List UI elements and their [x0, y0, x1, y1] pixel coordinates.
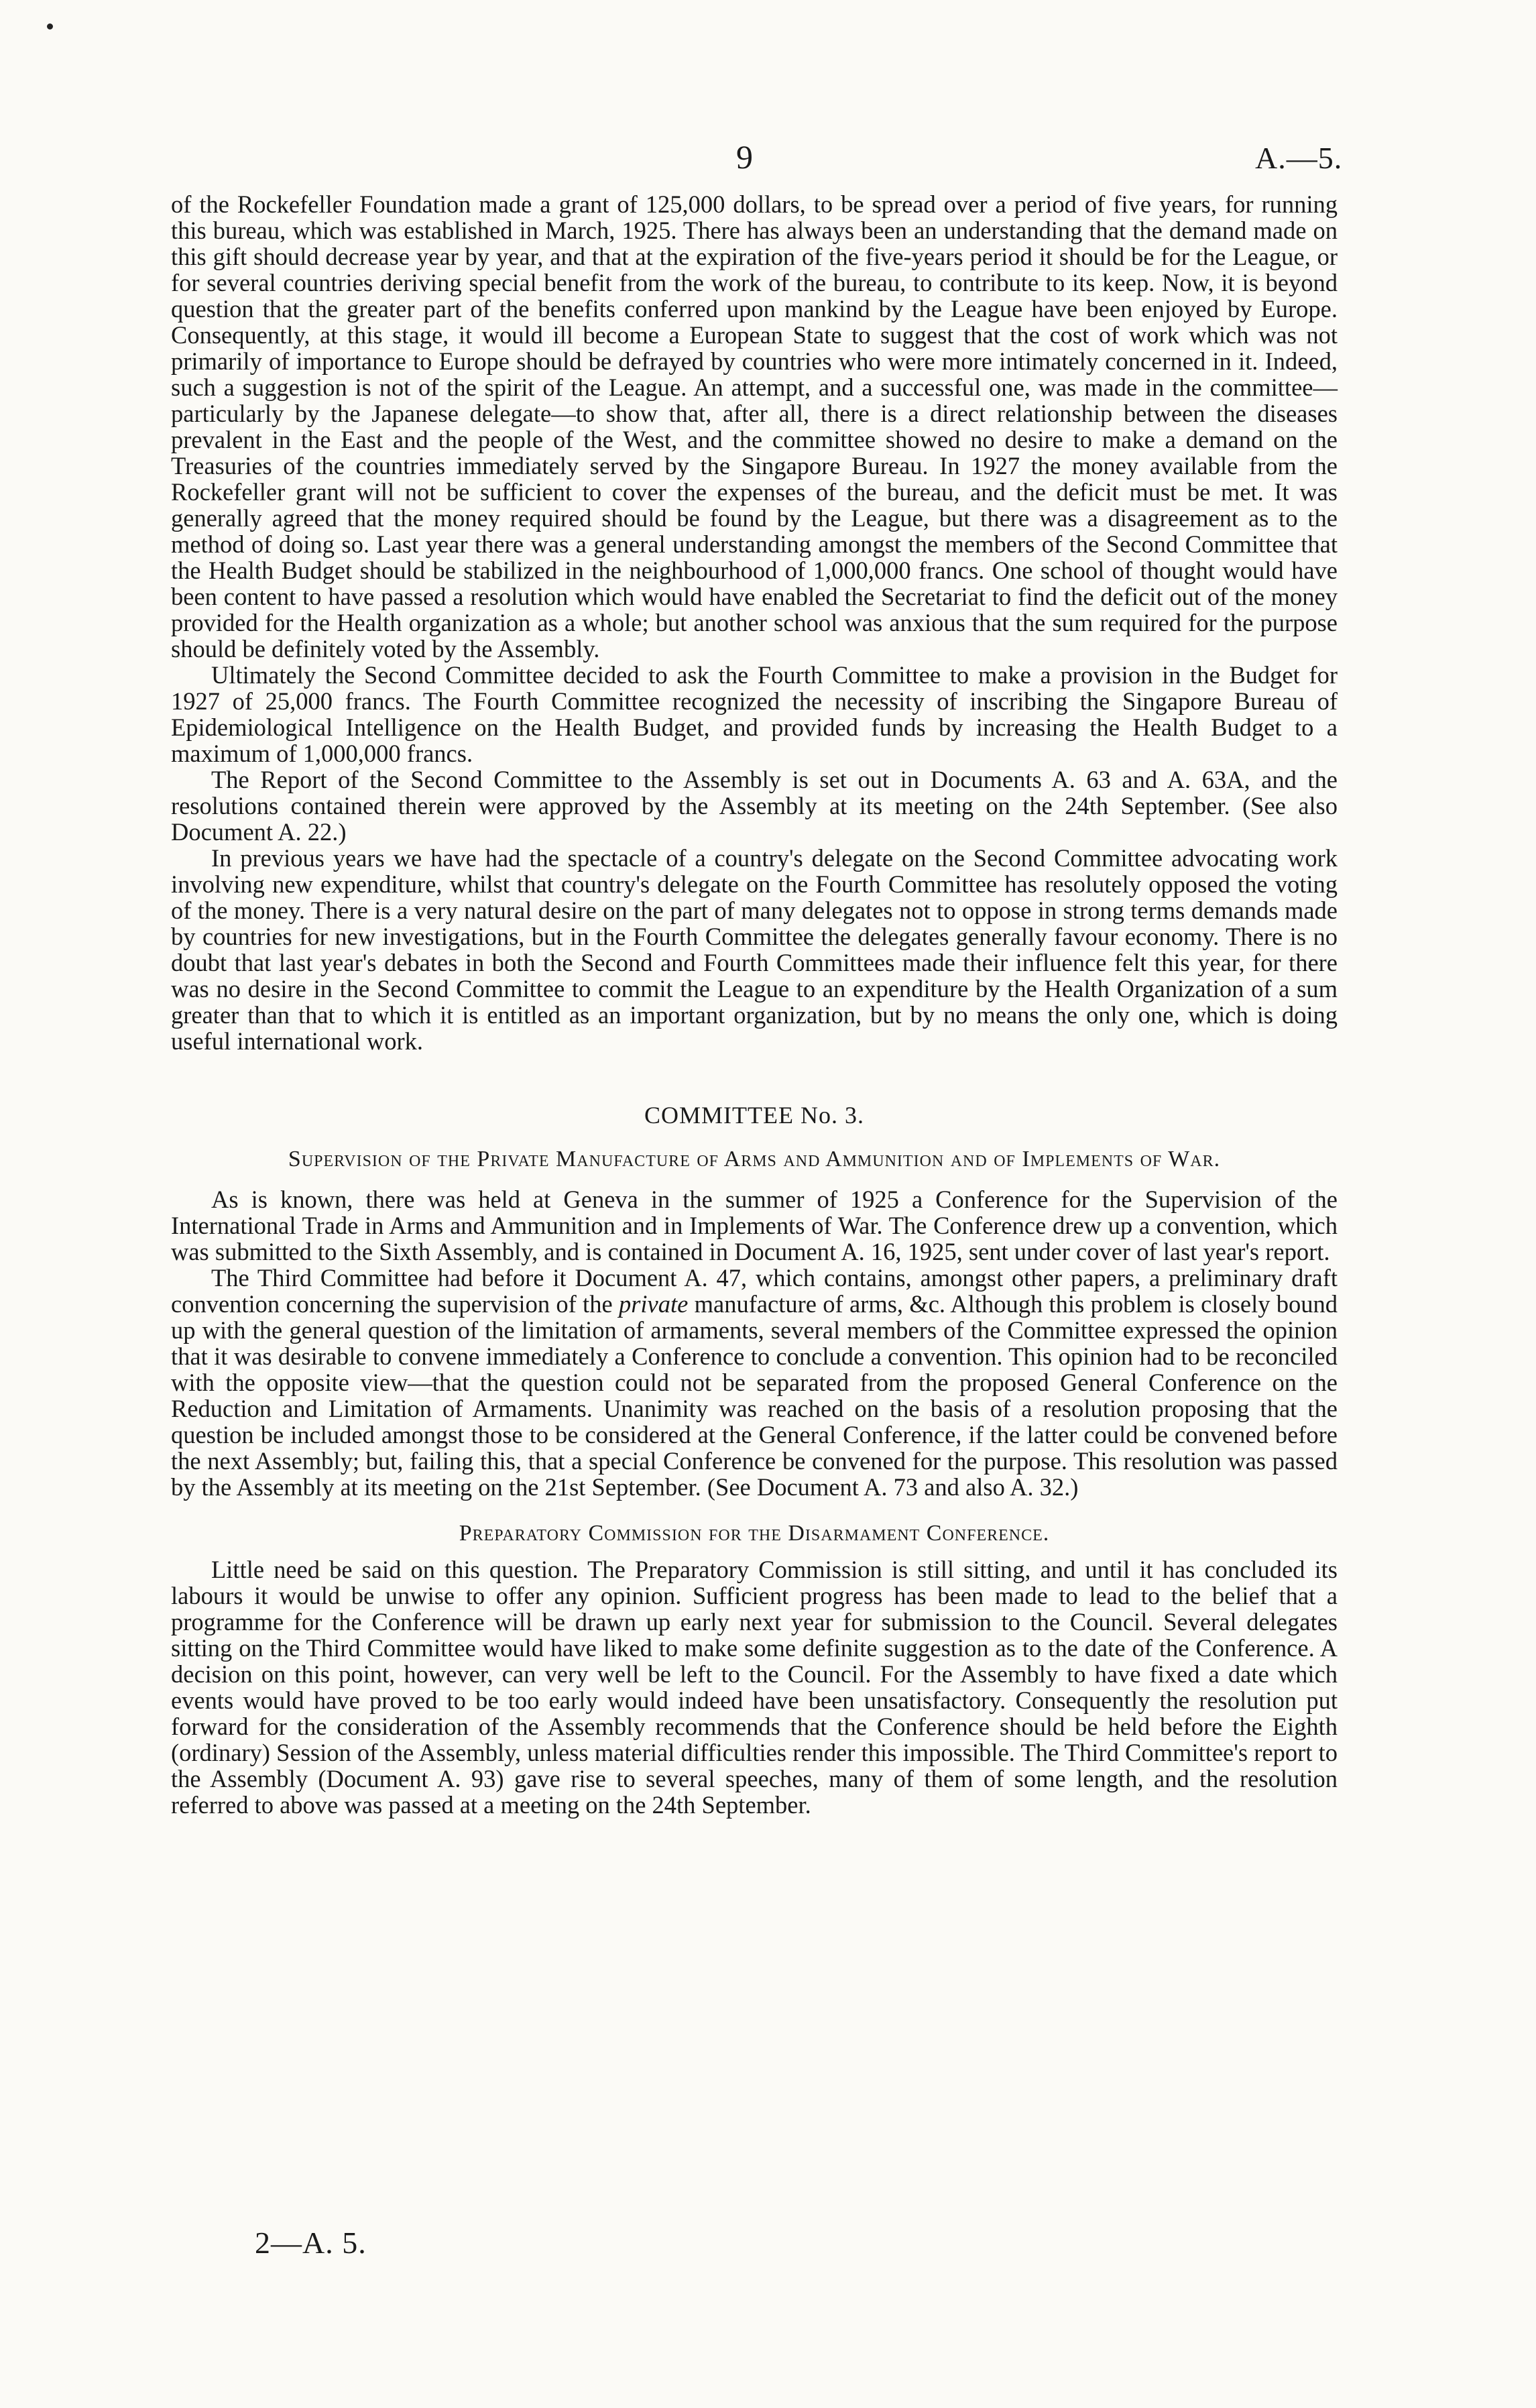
- section-subheading-disarmament: Preparatory Commission for the Disarmament Conference.: [459, 1521, 1050, 1546]
- paragraph-6: [171, 1265, 1338, 1500]
- paragraph-3: The Report of the Second Committee to the Assembly is set out in Documents A. 63 and A. 63A, and the resolutions contained therein were approved by the Assembly at its meeting on the 24th September. (See also Document A. 22.): [171, 766, 1338, 846]
- paragraph-4: In previous years we have had the spectacle of a country's delegate on the Second Committee advocating work involving new expenditure, whilst that country's delegate on the Fourth Committee has resolutely opposed the voting of the money. There is a very natural desire on the part of many delegates not to oppose in strong terms demands made by countries for new investigations, but in the Fourth Committee the delegates generally favour economy. There is no doubt that last year's debates in both the Second and Fourth Committees made their influence felt this year, for there was no desire in the Second Committee to commit the League to an expenditure by the Health Organization of a sum greater than that to which it is entitled as an important organization, but by no means the only one, which is doing useful international work.: [171, 844, 1338, 1055]
- paragraph-6-italic: private: [618, 1290, 689, 1318]
- margin-mark: [47, 23, 53, 30]
- paragraph-7: Little need be said on this question. The Preparatory Commission is still sitting, and until it has concluded its labours it would be unwise to offer any opinion. Sufficient progress has been made to lead to the belief that a programme for the Conference will be drawn up early next year for submission to the Council. Several delegates sitting on the Third Committee would have liked to make some definite suggestion as to the date of the Conference. A decision on this point, however, can very well be left to the Council. For the Assembly to have fixed a date which events would have proved to be too early would indeed have been unsatisfactory. Consequently the resolution put forward for the consideration of the Assembly recommends that the Conference should be held before the Eighth (ordinary) Session of the Assembly, unless material difficulties render this impossible. The Third Committee's report to the Assembly (Document A. 93) gave rise to several speeches, many of them of some length, and the resolution referred to above was passed at a meeting on the 24th September.: [171, 1556, 1338, 1819]
- paragraph-1: of the Rockefeller Foundation made a grant of 125,000 dollars, to be spread over a period of five years, for running this bureau, which was established in March, 1925. There has always been an understanding that the demand made on this gift should decrease year by year, and that at the expiration of the five-years period it should be for the League, or for several countries deriving special benefit from the work of the bureau, to contribute to its keep. Now, it is beyond question that the greater part of the benefits conferred upon mankind by the League have been enjoyed by Europe. Consequently, at this stage, it would ill become a European State to suggest that the cost of work which was not primarily of importance to Europe should be defrayed by countries who were more intimately concerned in it. Indeed, such a suggestion is not of the spirit of the League. An attempt, and a successful one, was made in the committee—particularly by the Japanese delegate—to show that, after all, there is a direct relationship between the diseases prevalent in the East and the people of the West, and the committee showed no desire to make a demand on the Treasuries of the countries immediately served by the Singapore Bureau. In 1927 the money available from the Rockefeller grant will not be sufficient to cover the expenses of the bureau, and the deficit must be met. It was generally agreed that the money required should be found by the League, but there was a disagreement as to the method of doing so. Last year there was a general understanding amongst the members of the Second Committee that the Health Budget should be stabilized in the neighbourhood of 1,000,000 francs. One school of thought would have been content to have passed a resolution which would have enabled the Secretariat to find the deficit out of the money provided for the Health organization as a whole; but another school was anxious that the sum required for the purpose should be definitely voted by the Assembly.: [171, 190, 1338, 663]
- paragraph-2: Ultimately the Second Committee decided to ask the Fourth Committee to make a provision in the Budget for 1927 of 25,000 francs. The Fourth Committee recognized the necessity of inscribing the Singapore Bureau of Epidemiological Intelligence on the Health Budget, and provided funds by increasing the Health Budget to a maximum of 1,000,000 francs.: [171, 661, 1338, 767]
- section-subheading-arms: Supervision of the Private Manufacture of Arms and Ammunition and of Implements of War.: [288, 1147, 1221, 1171]
- paragraph-6-part-1: The Third Committee had before it Document A. 47, which contains, amongst other papers, a preliminary draft convention concerning the supervision of the: [171, 1264, 1338, 1318]
- paragraph-5: As is known, there was held at Geneva in the summer of 1925 a Conference for the Supervision of the International Trade in Arms and Ammunition and in Implements of War. The Conference drew up a convention, which was submitted to the Sixth Assembly, and is contained in Document A. 16, 1925, sent under cover of last year's report.: [171, 1186, 1338, 1265]
- page-header: [0, 137, 1536, 184]
- page-number: 9: [736, 138, 753, 176]
- page-body: [171, 191, 1338, 1818]
- page-signature: 2—A. 5.: [255, 2226, 367, 2260]
- committee-heading: COMMITTEE No. 3.: [644, 1102, 864, 1129]
- page-reference: A.—5.: [1255, 141, 1343, 175]
- paragraph-6-part-2: manufacture of arms, &c. Although this problem is closely bound up with the general question of the limitation of armaments, several members of the Committee expressed the opinion that it was desirable to convene immediately a Conference to conclude a convention. This opinion had to be reconciled with the opposite view—that the question could not be separated from the proposed General Conference on the Reduction and Limitation of Armaments. Unanimity was reached on the basis of a resolution proposing that the question be included amongst those to be considered at the General Conference, if the latter could be convened before the next Assembly; but, failing this, that a special Conference be convened for the purpose. This resolution was passed by the Assembly at its meeting on the 21st September. (See Document A. 73 and also A. 32.): [171, 1290, 1338, 1501]
